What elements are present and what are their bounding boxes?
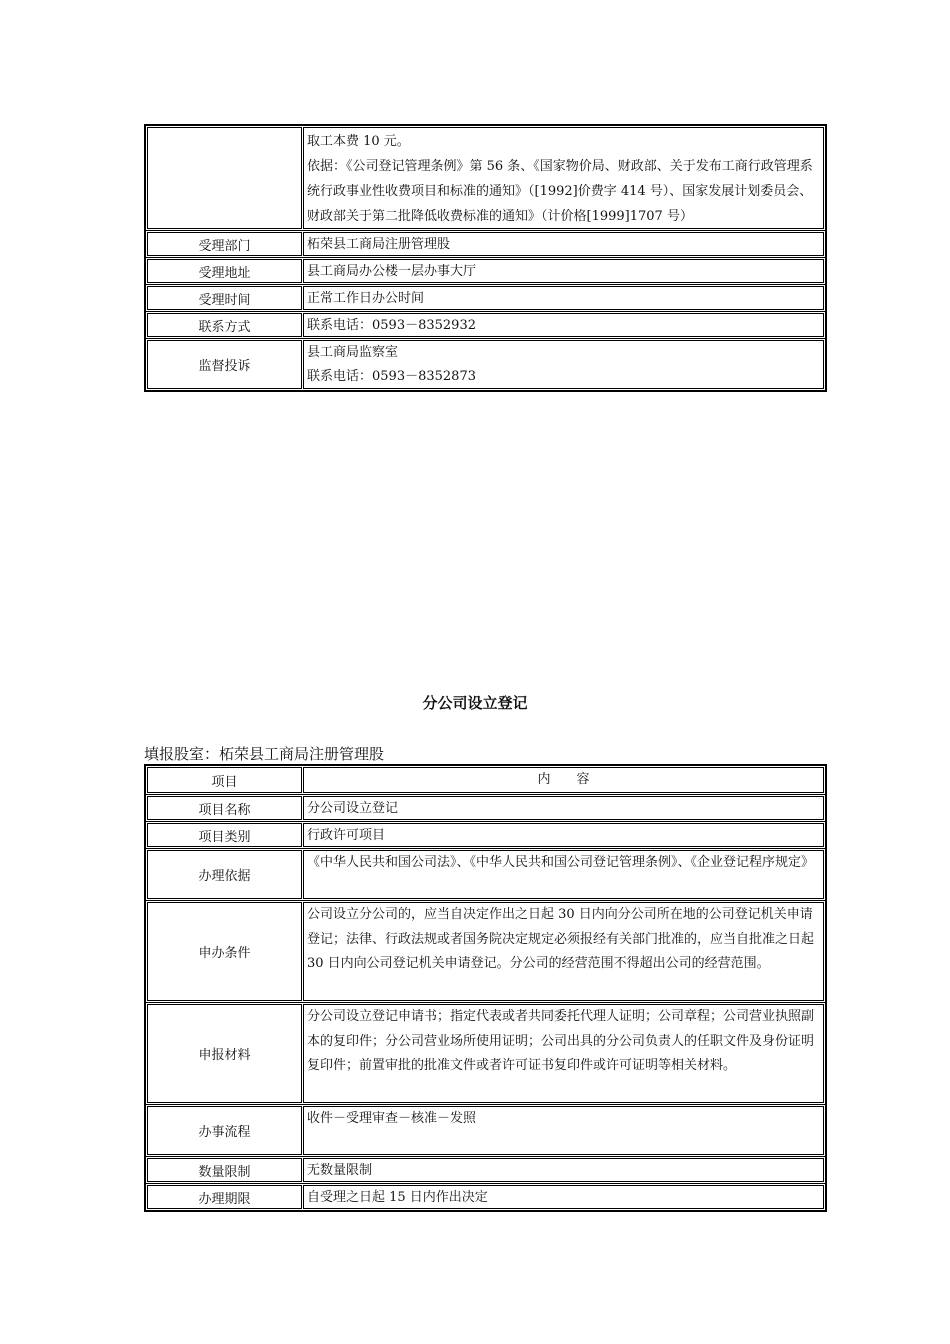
row-value: [303, 313, 824, 337]
table-row: [146, 900, 825, 1002]
table-row: [146, 126, 825, 230]
section-title: 分公司设立登记: [422, 694, 528, 712]
row-label: 受理地址: [147, 259, 302, 283]
table-row: [146, 1104, 825, 1156]
row-label: 受理部门: [147, 232, 302, 256]
value-line: 自受理之日起 15 日内作出决定: [307, 1190, 488, 1205]
value-line: 依据：《公司登记管理条例》第 56 条、《国家物价局、财政部、关于发布工商行政管理系统行政事业性收费项目和标准的通知》（[1992]价费字 414 号）、国家发展计划委员会、财政部关于第二批降低收费标准的通知》（计价格[1999]1707 号）: [307, 159, 813, 224]
row-value: [303, 1004, 824, 1103]
row-value: [303, 1106, 824, 1155]
row-value: [303, 259, 824, 283]
table-row: [146, 230, 825, 257]
table-row: [146, 257, 825, 284]
row-value: [303, 286, 824, 310]
table-row: [146, 1156, 825, 1183]
value-line: 县工商局办公楼一层办事大厅: [307, 264, 477, 279]
row-value: [303, 1185, 824, 1209]
department-line: 填报股室：柘荣县工商局注册管理股: [144, 745, 385, 763]
value-line: 公司设立分公司的，应当自决定作出之日起 30 日内向分公司所在地的公司登记机关申请登记；法律、行政法规或者国务院决定规定必须报经有关部门批准的，应当自批准之日起 30 日内向公司登记机关申请登记。分公司的经营范围不得超出公司的经营范围。: [307, 907, 815, 971]
row-value: [303, 340, 824, 389]
table-row: [146, 1183, 825, 1210]
table-row: [146, 1002, 825, 1104]
value-line: 柘荣县工商局注册管理股: [307, 237, 451, 252]
value-line: 《中华人民共和国公司法》、《中华人民共和国公司登记管理条例》、《企业登记程序规定》: [307, 855, 815, 870]
row-value: [303, 850, 824, 899]
row-label: 项目类别: [147, 823, 302, 847]
row-label: 办事流程: [147, 1106, 302, 1155]
row-value: [303, 823, 824, 847]
row-label: [147, 127, 302, 229]
row-value: [303, 127, 824, 229]
row-label: 办理依据: [147, 850, 302, 899]
value-line: 行政许可项目: [307, 828, 386, 843]
table-row: [146, 794, 825, 821]
row-label: 联系方式: [147, 313, 302, 337]
row-value: [303, 1158, 824, 1182]
row-value: [303, 796, 824, 820]
row-label: 受理时间: [147, 286, 302, 310]
table-row: [146, 284, 825, 311]
value-line: 联系电话：0593－8352873: [307, 369, 476, 384]
row-value: [303, 902, 824, 1001]
row-label: 数量限制: [147, 1158, 302, 1182]
row-label: 办理期限: [147, 1185, 302, 1209]
value-line: 取工本费 10 元。: [307, 134, 410, 149]
row-label: 申报材料: [147, 1004, 302, 1103]
row-label: 项目名称: [147, 796, 302, 820]
value-line: 联系电话：0593－8352932: [307, 318, 476, 333]
table-row: [146, 821, 825, 848]
value-line: 收件－受理审查－核准－发照: [307, 1111, 477, 1126]
table-row: [146, 338, 825, 390]
row-label: 申办条件: [147, 902, 302, 1001]
registration-table: [144, 764, 827, 1212]
value-line: 无数量限制: [307, 1163, 373, 1178]
value-line: 分公司设立登记申请书；指定代表或者共同委托代理人证明；公司章程；公司营业执照副本的复印件；分公司营业场所使用证明；公司出具的分公司负责人的任职文件及身份证明复印件；前置审批的批准文件或者许可证书复印件或许可证明等相关材料。: [307, 1009, 815, 1073]
header-content: 内 容: [303, 767, 824, 793]
value-line: 正常工作日办公时间: [307, 291, 425, 306]
fee-info-table: [144, 124, 827, 392]
value-line: 分公司设立登记: [307, 801, 399, 816]
header-label: 项目: [147, 767, 302, 793]
value-line: 县工商局监察室: [307, 345, 399, 360]
table-row: [146, 848, 825, 900]
table-header-row: [146, 766, 825, 794]
table-row: [146, 311, 825, 338]
row-label: 监督投诉: [147, 340, 302, 389]
row-value: [303, 232, 824, 256]
